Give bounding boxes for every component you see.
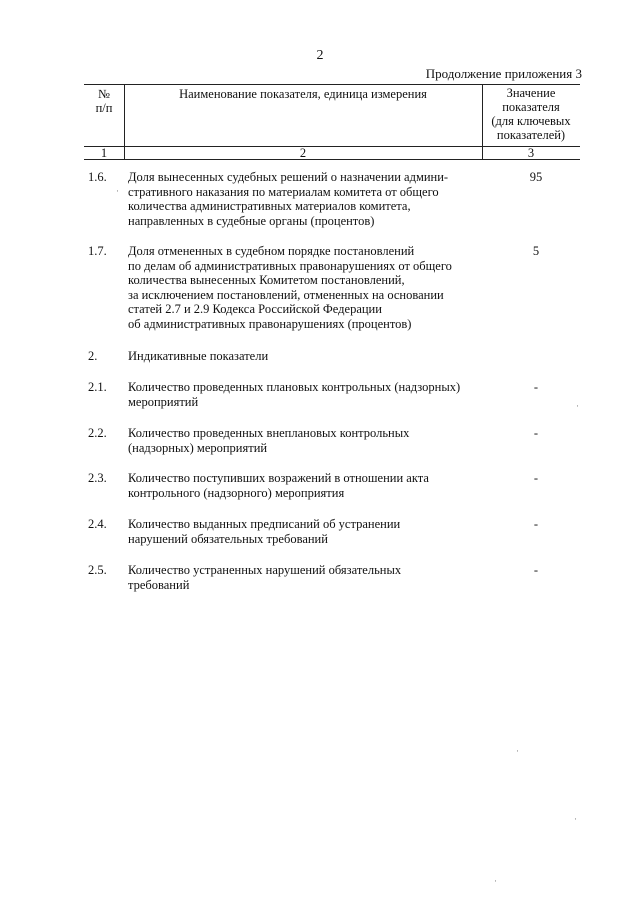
scan-speck: · xyxy=(494,876,497,886)
row-line: по делам об административных правонарушениях от общего xyxy=(128,258,452,273)
row-line: за исключением постановлений, отмененных на основании xyxy=(128,287,444,302)
row-line: Количество устраненных нарушений обязательных xyxy=(128,563,402,577)
row-number: 2.3. xyxy=(88,471,107,485)
col-number-1: 1 xyxy=(100,146,108,160)
header-col-number xyxy=(84,87,124,115)
row-line: Количество проведенных плановых контрольных (надзорных) xyxy=(128,380,461,394)
row-line: Количество поступивших возражений в отношении акта xyxy=(128,471,429,485)
row-line: количества административных материалов комитета, xyxy=(128,199,411,214)
row-line: Доля вынесенных судебных решений о назначении админи- xyxy=(128,170,449,184)
row-description xyxy=(128,380,474,409)
row-line: направленных в судебные органы (процентов) xyxy=(128,213,375,228)
row-line: статей 2.7 и 2.9 Кодекса Российской Федерации xyxy=(128,302,382,317)
row-line: Индикативные показатели xyxy=(128,349,269,363)
row-line: количества вынесенных Комитетом постановлений, xyxy=(128,273,405,288)
row-value: - xyxy=(533,471,539,485)
header-col-value-line1: Значение xyxy=(506,86,556,100)
row-description xyxy=(128,349,474,364)
row-line: стративного наказания по материалам комитета от общего xyxy=(128,184,439,199)
header-col-number-line2: п/п xyxy=(95,101,113,115)
header-col-value-line2: показателя xyxy=(502,100,560,114)
appendix-continuation-label: Продолжение приложения 3 xyxy=(425,66,582,81)
row-line: (надзорных) мероприятий xyxy=(128,440,268,455)
row-line: мероприятий xyxy=(128,394,199,409)
row-description xyxy=(128,517,474,546)
row-description xyxy=(128,563,474,592)
row-line: Количество выданных предписаний об устранении xyxy=(128,517,401,531)
row-description xyxy=(128,244,474,332)
row-number: 2.4. xyxy=(88,517,107,531)
scan-speck: · xyxy=(116,186,119,196)
header-col-number-line1: № xyxy=(98,87,110,101)
row-number: 1.7. xyxy=(88,244,107,258)
scan-speck: · xyxy=(576,401,579,411)
header-top-border xyxy=(84,84,580,85)
row-line: Доля отмененных в судебном порядке постановлений xyxy=(128,244,415,258)
scan-speck: · xyxy=(574,814,577,824)
row-value: 95 xyxy=(529,170,543,184)
row-value: - xyxy=(533,426,539,440)
table-header xyxy=(84,84,580,160)
header-col-value-line4: показателей) xyxy=(496,128,566,142)
row-description xyxy=(128,170,474,228)
row-line: требований xyxy=(128,577,190,592)
row-number: 2.5. xyxy=(88,563,107,577)
row-value: - xyxy=(533,380,539,394)
row-number: 1.6. xyxy=(88,170,107,184)
row-value: 5 xyxy=(532,244,540,258)
page-number: 2 xyxy=(316,48,324,63)
row-number: 2.1. xyxy=(88,380,107,394)
header-col-value-line3: (для ключевых xyxy=(491,114,571,128)
row-line: нарушений обязательных требований xyxy=(128,531,328,546)
header-col-value xyxy=(482,86,580,142)
row-line: контрольного (надзорного) мероприятия xyxy=(128,485,345,500)
header-col-name: Наименование показателя, единица измерения xyxy=(179,87,427,101)
row-value: - xyxy=(533,517,539,531)
row-description xyxy=(128,471,474,500)
col-number-3: 3 xyxy=(527,146,535,160)
row-description xyxy=(128,426,474,455)
row-number: 2. xyxy=(88,349,98,363)
row-line: Количество проведенных внеплановых контрольных xyxy=(128,426,410,440)
row-number: 2.2. xyxy=(88,426,107,440)
scan-speck: · xyxy=(516,746,519,756)
col-number-2: 2 xyxy=(299,146,307,160)
row-line: об административных правонарушениях (процентов) xyxy=(128,316,412,331)
row-value: - xyxy=(533,563,539,577)
